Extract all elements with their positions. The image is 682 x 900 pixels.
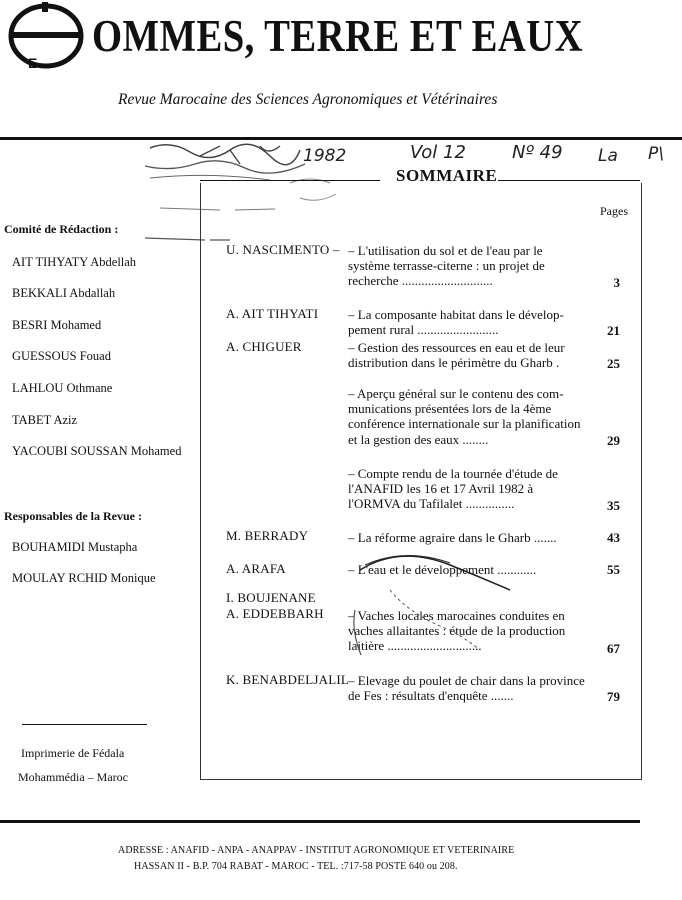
entry-title: – La réforme agraire dans le Gharb .......	[348, 530, 557, 545]
entry-page: 67	[607, 641, 620, 656]
address-line-1: ADRESSE : ANAFID - ANPA - ANAPPAV - INSTITUT AGRONOMIQUE ET VETERINAIRE	[118, 845, 515, 856]
printer-line-1: Imprimerie de Fédala	[21, 746, 125, 760]
entry-author: A. CHIGUER	[226, 339, 302, 354]
entry-page: 43	[607, 530, 620, 545]
entry-page: 55	[607, 562, 620, 577]
entry-author: A. AIT TIHYATI	[226, 306, 319, 321]
entry-author: K. BENABDELJALIL	[226, 672, 350, 687]
pages-label: Pages	[600, 204, 628, 218]
committee-heading: Comité de Rédaction :	[4, 222, 119, 236]
entry-title: – Elevage du poulet de chair dans la province de Fes : résultats d'enquête .......	[348, 673, 585, 704]
committee-member: BESRI Mohamed	[12, 318, 102, 332]
entry-title: – Gestion des ressources en eau et de leur distribution dans le périmètre du Gharb .	[348, 340, 565, 371]
handwritten-year: 1982	[303, 146, 347, 166]
responsables-heading: Responsables de la Revue :	[4, 509, 143, 523]
handwritten-note: La	[598, 146, 618, 166]
journal-title: OMMES, TERRE ET EAUX	[92, 11, 584, 61]
committee-member: AIT TIHYATY Abdellah	[12, 255, 137, 269]
committee-member: BEKKALI Abdallah	[12, 286, 116, 300]
entry-page: 79	[607, 689, 620, 704]
entry-title: – Vaches locales marocaines conduites en vaches allaitantes : étude de la production laitière .............................	[348, 608, 566, 654]
entry-title: – La composante habitat dans le développement rural .........................	[348, 307, 564, 338]
entry-author: I. BOUJENANE	[226, 590, 316, 605]
sidebar-divider	[22, 724, 147, 725]
entry-page: 3	[613, 275, 620, 290]
entry-title: – Compte rendu de la tournée d'étude de l'ANAFID les 16 et 17 Avril 1982 à l'ORMVA du Tafilalet ...............	[348, 466, 558, 512]
journal-subtitle: Revue Marocaine des Sciences Agronomiques et Vétérinaires	[118, 91, 498, 108]
handwritten-note-2: P\	[648, 144, 664, 164]
bottom-rule	[0, 820, 640, 823]
committee-member: GUESSOUS Fouad	[12, 349, 111, 363]
committee-member: TABET Aziz	[12, 413, 78, 427]
entry-page: 21	[607, 323, 620, 338]
entry-title: – L'eau et le développement ............	[348, 562, 537, 577]
committee-member: LAHLOU Othmane	[12, 381, 113, 395]
entry-author: A. ARAFA	[226, 561, 286, 576]
handwritten-volume: Vol 12	[410, 142, 466, 163]
entry-page: 35	[607, 498, 620, 513]
entry-author: M. BERRADY	[226, 528, 309, 543]
pencil-scribble	[350, 540, 520, 670]
entry-author-2: A. EDDEBBARH	[226, 606, 324, 621]
logo-letter: E	[28, 55, 38, 71]
responsable-member: MOULAY RCHID Monique	[12, 571, 156, 585]
sommaire-rule-left	[200, 180, 380, 181]
committee-member: YACOUBI SOUSSAN Mohamed	[12, 444, 182, 458]
address-line-2: HASSAN II - B.P. 704 RABAT - MAROC - TEL. :717-58 POSTE 640 ou 208.	[134, 861, 458, 872]
printer-line-2: Mohammédia – Maroc	[18, 770, 128, 784]
sommaire-title: SOMMAIRE	[396, 166, 498, 185]
journal-logo	[6, 2, 86, 72]
sommaire-rule-right	[498, 180, 640, 181]
entry-title: – L'utilisation du sol et de l'eau par le système terrasse-citerne : un projet de recherche ............................	[348, 243, 545, 289]
entry-author: U. NASCIMENTO –	[226, 242, 340, 257]
handwritten-number: Nº 49	[512, 142, 563, 163]
responsable-member: BOUHAMIDI Mustapha	[12, 540, 138, 554]
entry-page: 25	[607, 356, 620, 371]
entry-title: – Aperçu général sur le contenu des communications présentées lors de la 4ème conférence internationale sur la planification et la gestion des eaux ........	[348, 386, 581, 447]
entry-page: 29	[607, 433, 620, 448]
